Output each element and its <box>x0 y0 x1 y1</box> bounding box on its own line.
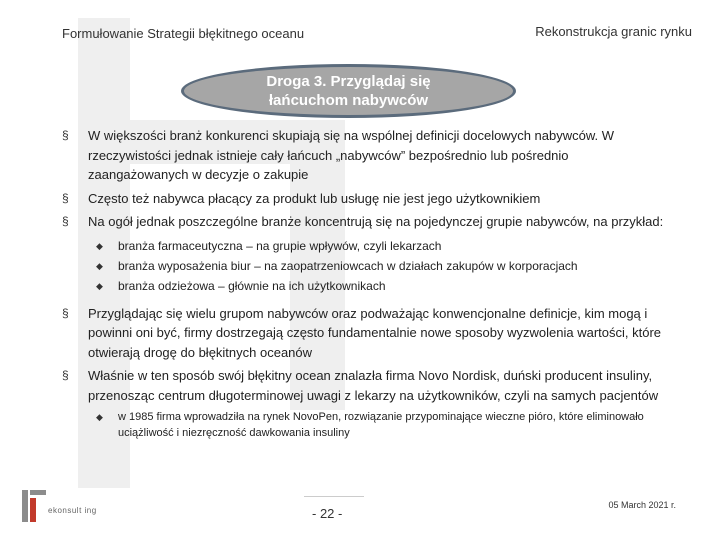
sub-bullet-text: branża odzieżowa – głównie na ich użytkownikach <box>118 278 386 293</box>
diamond-icon: ◆ <box>96 280 103 291</box>
sub-bullet-text: branża farmaceutyczna – na grupie wpływów, czyli lekarzach <box>118 238 442 253</box>
bullet-item <box>62 366 672 405</box>
note-text: w 1985 firma wprowadziła na rynek NovoPen, rozwiązanie przypominające wieczne pióro, które eliminowało uciążliwość i niezręczność dawkowania insuliny <box>118 411 644 439</box>
bullet-text: W większości branż konkurenci skupiają się na wspólnej definicji docelowych nabywców. W rzeczywistości jednak istnieje cały łańcuch „nabywców” bezpośrednio lub pośrednio zaangażowanych w decyzje o zakupie <box>88 128 615 182</box>
diamond-icon: ◆ <box>96 240 103 251</box>
bullet-text: Przyglądając się wielu grupom nabywców oraz podważając konwencjonalne definicje, kim mogą i powinni oni być, firmy dostrzegają często fundamentalnie nowe sposoby wyzwolenia wartości, które otwierają drogę do błękitnych oceanów <box>88 305 662 360</box>
footer-divider <box>304 496 364 497</box>
company-logo <box>20 490 130 524</box>
bullet-item <box>62 126 672 185</box>
note-item <box>92 409 672 441</box>
bullet-item <box>62 212 672 232</box>
sub-bullet-item <box>92 276 672 296</box>
sub-bullet-text: branża wyposażenia biur – na zaopatrzeniowcach w działach zakupów w korporacjach <box>118 258 578 273</box>
section-sign-icon: § <box>62 190 69 205</box>
sub-bullet-list <box>92 236 672 296</box>
sub-bullet-item <box>92 256 672 276</box>
bullet-text: Właśnie w ten sposób swój błękitny ocean znalazła firma Novo Nordisk, duński producent insuliny, przenosząc centrum długoterminowej uwagi z lekarzy na użytkowników, czyli na samych pacjentów <box>88 368 659 403</box>
section-sign-icon: § <box>62 128 69 142</box>
diamond-icon: ◆ <box>96 260 103 271</box>
bullet-text: Na ogół jednak poszczególne branże koncentrują się na pojedynczej grupie nabywców, na przykład: <box>88 214 664 229</box>
sub-bullet-item <box>92 236 672 256</box>
header-subsection-title: Rekonstrukcja granic rynku <box>535 24 692 39</box>
diamond-icon: ◆ <box>96 412 103 422</box>
slide-content <box>62 126 672 441</box>
logo-mark-icon <box>22 490 48 522</box>
section-sign-icon: § <box>62 305 69 320</box>
slide-title: Droga 3. Przyglądaj się łańcuchom nabywców <box>266 73 431 109</box>
logo-text: ekonsult ing <box>48 506 97 515</box>
section-sign-icon: § <box>62 214 69 228</box>
header-section-title: Formułowanie Strategii błękitnego oceanu <box>62 26 305 41</box>
bullet-item <box>62 189 672 209</box>
bullet-item <box>62 304 672 363</box>
bullet-text: Często też nabywca płacący za produkt lub usługę nie jest jego użytkownikiem <box>88 190 541 206</box>
page-number: - 22 - <box>312 506 343 521</box>
slide-date: 05 March 2021 r. <box>608 500 676 510</box>
section-sign-icon: § <box>62 368 69 382</box>
slide-title-ellipse <box>181 64 516 118</box>
note-list <box>92 409 672 441</box>
